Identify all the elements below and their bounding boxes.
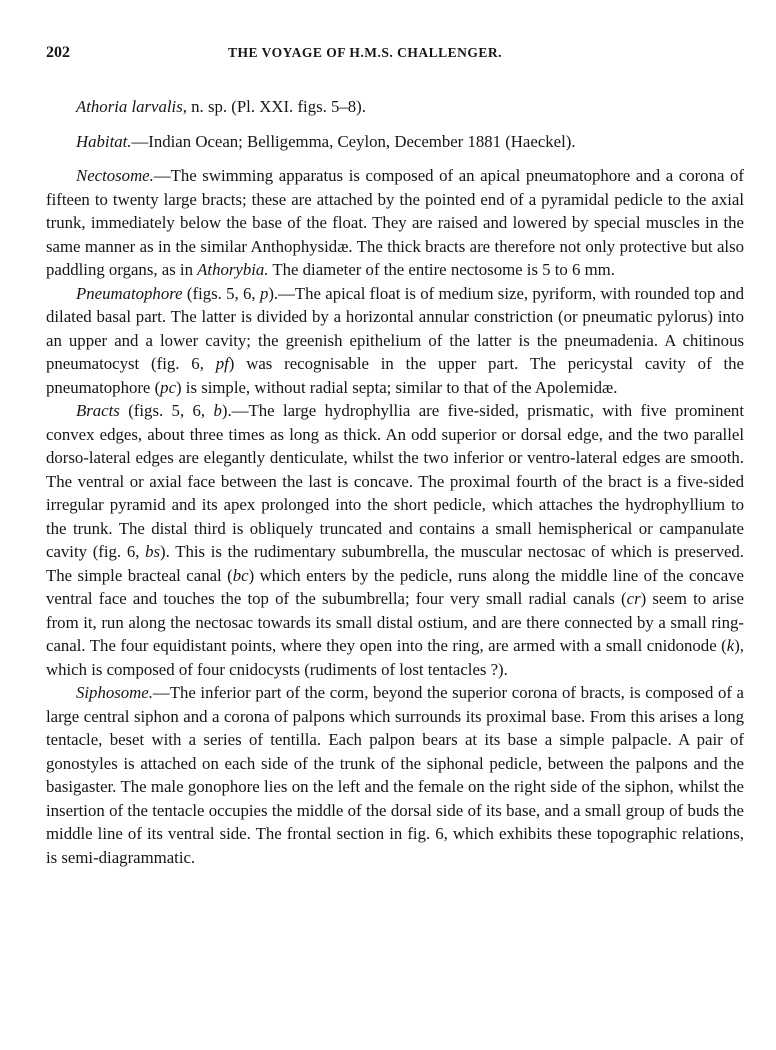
bracts-text: ). This is the rudimentary subumbrella, the muscular nectosac of which is preserved. The simple bracteal canal ( bbox=[46, 542, 744, 585]
species-name: Athoria larvalis bbox=[76, 97, 183, 116]
figure-ref: pf bbox=[215, 354, 229, 373]
page-number: 202 bbox=[46, 44, 70, 61]
siphosome-text: —The inferior part of the corm, beyond the superior corona of bracts, is composed of a large central siphon and a corona of palpons which surrounds its proximal base. From this arises a long tentacle, beset with a series of tentilla. Each palpon bears at its base a simple palpacle. A pair of gonostyles is attached on each side of the trunk of the siphonal pedicle, between the palpons and the basigaster. The male gonophore lies on the left and the female on the right side of the siphon, whilst the insertion of the tentacle occupies the middle of the dorsal side of its base, and a small group of buds the middle line of its ventral side. The frontal section in fig. 6, which exhibits these topographic relations, is semi-diagrammatic. bbox=[46, 683, 744, 867]
bracts-label: Bracts bbox=[76, 401, 120, 420]
species-suffix: , n. sp. (Pl. XXI. figs. 5–8). bbox=[182, 97, 366, 116]
figure-ref: bs bbox=[145, 542, 161, 561]
pneumatophore-text: ) was recognisable in the upper part. The pericystal cavity of the pneumatophore ( bbox=[46, 354, 744, 397]
siphosome-label: Siphosome. bbox=[76, 683, 153, 702]
bracts-text: ).—The large hydrophyllia are five-sided, prismatic, with five prominent convex edges, about three times as long as thick. An odd superior or dorsal edge, and the two parallel dorso-lateral edges are elegantly denticulate, whilst the two inferior or ventro-lateral edges are smooth. The ventral or axial face between the last is concave. The proximal fourth of the bract is a five-sided irregular pyramid and its apex prolonged into the short pedicle, which attaches the hydrophyllium to the trunk. The distal third is obliquely truncated and contains a small hemispherical or campanulate cavity (fig. 6, bbox=[46, 401, 744, 561]
nectosome-label: Nectosome. bbox=[76, 166, 154, 185]
bracts-text: (figs. 5, 6, bbox=[119, 401, 214, 420]
bracts-paragraph bbox=[46, 399, 744, 681]
habitat-text: —Indian Ocean; Belligemma, Ceylon, December 1881 (Haeckel). bbox=[131, 131, 576, 151]
genus-name: Athorybia. bbox=[197, 260, 269, 279]
nectosome-text: —The swimming apparatus is composed of an apical pneumatophore and a corona of fifteen to twenty large bracts; these are attached by the pointed end of a pyramidal pedicle to the axial trunk, immediately below the base of the float. They are raised and lowered by special muscles in the same manner as in the similar Anthophysidæ. The thick bracts are therefore not only protective but also paddling organs, as in bbox=[46, 166, 744, 279]
bracts-text: ) seem to arise from it, run along the nectosac towards its small distal ostium, and are there connected by a small ring-canal. The four equidistant points, where they open into the ring, are armed with a small cnidonode ( bbox=[46, 589, 744, 655]
figure-ref: cr bbox=[626, 589, 641, 608]
pneumatophore-label: Pneumatophore bbox=[76, 283, 183, 303]
figure-ref: b bbox=[213, 401, 222, 420]
running-title: THE VOYAGE OF H.M.S. CHALLENGER. bbox=[228, 45, 503, 60]
figure-ref: bc bbox=[232, 565, 249, 585]
habitat-label: Habitat. bbox=[76, 131, 132, 151]
pneumatophore-paragraph bbox=[46, 282, 744, 400]
species-title bbox=[46, 95, 744, 119]
nectosome-paragraph bbox=[46, 164, 744, 282]
habitat-paragraph bbox=[46, 130, 744, 154]
bracts-text: ), which is composed of four cnidocysts (rudiments of lost tentacles ?). bbox=[46, 636, 744, 679]
figure-ref: pc bbox=[160, 377, 177, 397]
page-header bbox=[46, 44, 744, 74]
pneumatophore-text: ) is simple, without radial septa; similar to that of the Apolemidæ. bbox=[176, 377, 618, 397]
nectosome-text-end: The diameter of the entire nectosome is 5 to 6 mm. bbox=[268, 260, 615, 279]
siphosome-paragraph bbox=[46, 681, 744, 869]
pneumatophore-text: ).—The apical float is of medium size, pyriform, with rounded top and dilated basal part. The latter is divided by a horizontal annular constriction (or pneumatic pylorus) into an upper and a lower cavity; the greenish epithelium of the latter is the pneumadenia. A chitinous pneumatocyst (fig. 6, bbox=[46, 283, 744, 373]
bracts-text: ) which enters by the pedicle, runs along the middle line of the concave ventral face and touches the top of the subumbrella; four very small radial canals ( bbox=[46, 565, 744, 608]
page bbox=[46, 44, 744, 869]
figure-ref: k bbox=[726, 636, 735, 655]
pneumatophore-text: (figs. 5, 6, bbox=[182, 283, 260, 303]
figure-ref: p bbox=[259, 283, 269, 303]
